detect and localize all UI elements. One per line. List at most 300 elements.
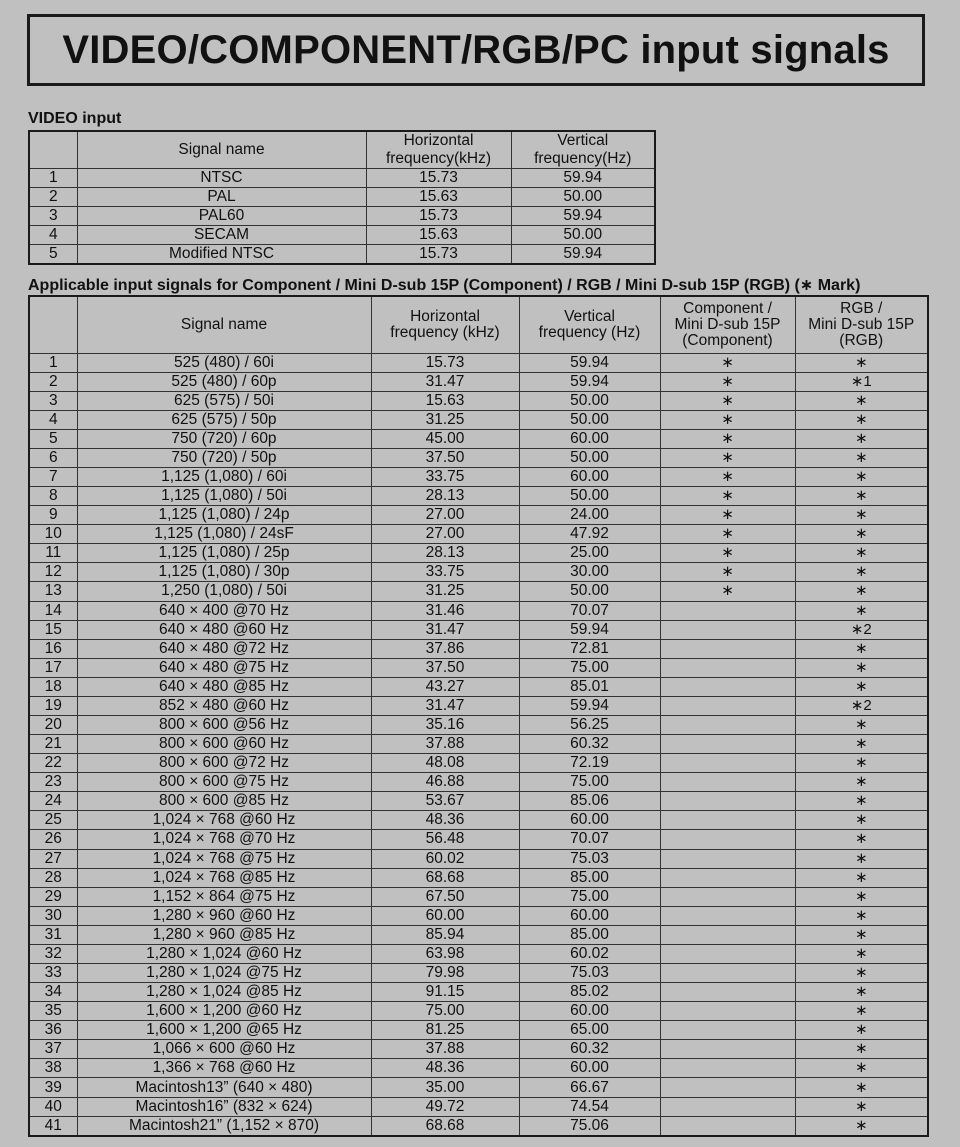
cell-signal-name: Macintosh16” (832 × 624) [77,1097,371,1116]
cell-no: 39 [29,1078,77,1097]
cell-component-mark [660,754,795,773]
header-no [29,131,77,169]
cell-component-mark [660,696,795,715]
cell-horizontal-frequency: 37.86 [371,639,519,658]
cell-rgb-mark: ∗ [795,964,928,983]
cell-vertical-frequency: 59.94 [519,620,660,639]
table-row [29,188,655,207]
table-row [29,715,928,734]
cell-signal-name: SECAM [77,226,366,245]
cell-component-mark [660,906,795,925]
cell-vertical-frequency: 59.94 [519,696,660,715]
cell-no: 36 [29,1021,77,1040]
cell-no: 20 [29,715,77,734]
cell-no: 5 [29,429,77,448]
cell-horizontal-frequency: 31.46 [371,601,519,620]
header-horizontal-frequency: Horizontal frequency (kHz) [371,296,519,353]
cell-signal-name: Modified NTSC [77,245,366,265]
cell-rgb-mark: ∗ [795,448,928,467]
cell-vertical-frequency: 60.00 [519,811,660,830]
cell-rgb-mark: ∗2 [795,696,928,715]
cell-signal-name: PAL60 [77,207,366,226]
cell-rgb-mark: ∗ [795,1021,928,1040]
cell-no: 17 [29,658,77,677]
table-row [29,391,928,410]
cell-vertical-frequency: 60.00 [519,429,660,448]
cell-vertical-frequency: 60.00 [519,467,660,486]
cell-horizontal-frequency: 31.47 [371,372,519,391]
cell-horizontal-frequency: 15.63 [366,188,511,207]
cell-vertical-frequency: 50.00 [511,188,655,207]
header-vertical-frequency: Vertical frequency (Hz) [519,296,660,353]
cell-no: 1 [29,353,77,372]
table-row [29,601,928,620]
cell-horizontal-frequency: 35.16 [371,715,519,734]
cell-component-mark [660,1021,795,1040]
cell-vertical-frequency: 59.94 [511,207,655,226]
cell-rgb-mark: ∗ [795,983,928,1002]
cell-no: 34 [29,983,77,1002]
cell-no: 38 [29,1059,77,1078]
table-row [29,448,928,467]
cell-vertical-frequency: 60.00 [519,906,660,925]
cell-rgb-mark: ∗ [795,811,928,830]
cell-vertical-frequency: 75.00 [519,887,660,906]
cell-horizontal-frequency: 49.72 [371,1097,519,1116]
cell-no: 26 [29,830,77,849]
cell-signal-name: 1,024 × 768 @75 Hz [77,849,371,868]
cell-component-mark: ∗ [660,544,795,563]
cell-horizontal-frequency: 68.68 [371,868,519,887]
cell-signal-name: 1,125 (1,080) / 60i [77,467,371,486]
cell-signal-name: 1,280 × 1,024 @75 Hz [77,964,371,983]
cell-horizontal-frequency: 68.68 [371,1116,519,1136]
cell-signal-name: 1,066 × 600 @60 Hz [77,1040,371,1059]
cell-no: 37 [29,1040,77,1059]
component-section-label: Applicable input signals for Component / Mini D-sub 15P (Component) / RGB / Mini D-sub 15P (RGB) (∗ Mark) [28,277,861,294]
cell-no: 32 [29,944,77,963]
cell-vertical-frequency: 50.00 [519,582,660,601]
cell-signal-name: 800 × 600 @60 Hz [77,735,371,754]
table-row [29,169,655,188]
table-row [29,525,928,544]
cell-vertical-frequency: 66.67 [519,1078,660,1097]
cell-signal-name: 1,600 × 1,200 @60 Hz [77,1002,371,1021]
cell-vertical-frequency: 65.00 [519,1021,660,1040]
table-row [29,487,928,506]
cell-component-mark: ∗ [660,372,795,391]
cell-vertical-frequency: 60.32 [519,1040,660,1059]
table-row [29,1116,928,1136]
cell-signal-name: PAL [77,188,366,207]
component-rgb-input-table [28,295,929,1137]
header-component: Component / Mini D-sub 15P (Component) [660,296,795,353]
cell-no: 22 [29,754,77,773]
cell-vertical-frequency: 60.02 [519,944,660,963]
cell-no: 24 [29,792,77,811]
cell-vertical-frequency: 85.01 [519,677,660,696]
cell-no: 13 [29,582,77,601]
cell-component-mark [660,658,795,677]
cell-horizontal-frequency: 15.73 [366,169,511,188]
cell-vertical-frequency: 74.54 [519,1097,660,1116]
table-row [29,410,928,429]
table-row [29,620,928,639]
cell-horizontal-frequency: 15.73 [366,245,511,265]
cell-component-mark: ∗ [660,429,795,448]
cell-signal-name: 1,280 × 960 @60 Hz [77,906,371,925]
table-row [29,1059,928,1078]
table-row [29,1040,928,1059]
cell-rgb-mark: ∗ [795,544,928,563]
cell-horizontal-frequency: 37.50 [371,658,519,677]
cell-component-mark [660,811,795,830]
cell-component-mark [660,639,795,658]
cell-vertical-frequency: 59.94 [511,169,655,188]
table-row [29,226,655,245]
cell-horizontal-frequency: 60.00 [371,906,519,925]
header-rgb: RGB / Mini D-sub 15P (RGB) [795,296,928,353]
table-row [29,353,928,372]
cell-horizontal-frequency: 45.00 [371,429,519,448]
cell-signal-name: Macintosh21” (1,152 × 870) [77,1116,371,1136]
table-row [29,983,928,1002]
cell-vertical-frequency: 50.00 [519,448,660,467]
cell-component-mark: ∗ [660,582,795,601]
cell-horizontal-frequency: 15.73 [371,353,519,372]
cell-rgb-mark: ∗ [795,429,928,448]
cell-horizontal-frequency: 63.98 [371,944,519,963]
cell-component-mark [660,773,795,792]
table-row [29,506,928,525]
cell-vertical-frequency: 85.00 [519,868,660,887]
cell-vertical-frequency: 59.94 [519,372,660,391]
cell-component-mark [660,925,795,944]
cell-rgb-mark: ∗ [795,601,928,620]
cell-horizontal-frequency: 60.02 [371,849,519,868]
cell-signal-name: 1,024 × 768 @85 Hz [77,868,371,887]
cell-rgb-mark: ∗ [795,487,928,506]
cell-horizontal-frequency: 79.98 [371,964,519,983]
table-row [29,1002,928,1021]
cell-vertical-frequency: 59.94 [511,245,655,265]
cell-signal-name: 800 × 600 @75 Hz [77,773,371,792]
cell-no: 31 [29,925,77,944]
cell-horizontal-frequency: 15.63 [371,391,519,410]
cell-vertical-frequency: 60.32 [519,735,660,754]
cell-component-mark [660,830,795,849]
cell-signal-name: NTSC [77,169,366,188]
page-title: VIDEO/COMPONENT/RGB/PC input signals [62,27,890,72]
cell-signal-name: 525 (480) / 60i [77,353,371,372]
cell-vertical-frequency: 75.00 [519,658,660,677]
cell-rgb-mark: ∗ [795,410,928,429]
cell-no: 10 [29,525,77,544]
cell-rgb-mark: ∗ [795,1078,928,1097]
cell-component-mark [660,964,795,983]
cell-horizontal-frequency: 85.94 [371,925,519,944]
header-no [29,296,77,353]
cell-vertical-frequency: 47.92 [519,525,660,544]
cell-vertical-frequency: 75.06 [519,1116,660,1136]
cell-signal-name: 1,125 (1,080) / 24sF [77,525,371,544]
video-section-label: VIDEO input [28,110,122,127]
table-row [29,887,928,906]
cell-no: 2 [29,188,77,207]
cell-horizontal-frequency: 81.25 [371,1021,519,1040]
cell-vertical-frequency: 50.00 [519,391,660,410]
cell-vertical-frequency: 72.81 [519,639,660,658]
cell-rgb-mark: ∗1 [795,372,928,391]
cell-component-mark [660,983,795,1002]
cell-no: 29 [29,887,77,906]
cell-horizontal-frequency: 43.27 [371,677,519,696]
cell-component-mark [660,715,795,734]
cell-vertical-frequency: 25.00 [519,544,660,563]
cell-horizontal-frequency: 31.25 [371,582,519,601]
table-row [29,1021,928,1040]
cell-component-mark: ∗ [660,487,795,506]
cell-horizontal-frequency: 48.08 [371,754,519,773]
cell-rgb-mark: ∗ [795,1097,928,1116]
cell-rgb-mark: ∗ [795,467,928,486]
cell-component-mark [660,601,795,620]
cell-rgb-mark: ∗ [795,830,928,849]
cell-horizontal-frequency: 91.15 [371,983,519,1002]
cell-component-mark [660,944,795,963]
cell-component-mark [660,1116,795,1136]
cell-horizontal-frequency: 35.00 [371,1078,519,1097]
cell-signal-name: 640 × 400 @70 Hz [77,601,371,620]
cell-no: 41 [29,1116,77,1136]
cell-signal-name: 525 (480) / 60p [77,372,371,391]
cell-no: 7 [29,467,77,486]
cell-component-mark: ∗ [660,410,795,429]
cell-signal-name: 1,280 × 1,024 @85 Hz [77,983,371,1002]
cell-horizontal-frequency: 28.13 [371,487,519,506]
table-row [29,582,928,601]
table-row [29,245,655,265]
header-signal-name: Signal name [77,131,366,169]
cell-rgb-mark: ∗ [795,715,928,734]
cell-rgb-mark: ∗ [795,925,928,944]
cell-horizontal-frequency: 33.75 [371,563,519,582]
cell-component-mark: ∗ [660,448,795,467]
cell-no: 3 [29,207,77,226]
cell-horizontal-frequency: 53.67 [371,792,519,811]
cell-rgb-mark: ∗ [795,1002,928,1021]
cell-vertical-frequency: 75.00 [519,773,660,792]
cell-vertical-frequency: 85.00 [519,925,660,944]
cell-signal-name: 1,125 (1,080) / 24p [77,506,371,525]
cell-vertical-frequency: 85.02 [519,983,660,1002]
table-row [29,735,928,754]
cell-no: 1 [29,169,77,188]
cell-signal-name: 640 × 480 @85 Hz [77,677,371,696]
table-row [29,677,928,696]
table-row [29,1078,928,1097]
header-vertical-frequency: Vertical frequency(Hz) [511,131,655,169]
cell-signal-name: 1,280 × 960 @85 Hz [77,925,371,944]
cell-rgb-mark: ∗ [795,887,928,906]
cell-vertical-frequency: 50.00 [511,226,655,245]
cell-rgb-mark: ∗ [795,677,928,696]
cell-signal-name: 750 (720) / 60p [77,429,371,448]
cell-horizontal-frequency: 31.47 [371,620,519,639]
cell-rgb-mark: ∗ [795,658,928,677]
table-row [29,207,655,226]
cell-component-mark [660,735,795,754]
cell-rgb-mark: ∗ [795,906,928,925]
cell-component-mark [660,1078,795,1097]
cell-rgb-mark: ∗ [795,582,928,601]
cell-no: 19 [29,696,77,715]
cell-signal-name: 1,600 × 1,200 @65 Hz [77,1021,371,1040]
cell-no: 14 [29,601,77,620]
cell-signal-name: 1,250 (1,080) / 50i [77,582,371,601]
cell-component-mark [660,1002,795,1021]
cell-signal-name: 800 × 600 @56 Hz [77,715,371,734]
cell-rgb-mark: ∗ [795,353,928,372]
table-header-row [29,131,655,169]
cell-vertical-frequency: 50.00 [519,487,660,506]
cell-rgb-mark: ∗2 [795,620,928,639]
cell-vertical-frequency: 75.03 [519,849,660,868]
cell-signal-name: 1,024 × 768 @60 Hz [77,811,371,830]
cell-rgb-mark: ∗ [795,1116,928,1136]
cell-signal-name: 800 × 600 @85 Hz [77,792,371,811]
cell-component-mark [660,1040,795,1059]
cell-no: 9 [29,506,77,525]
cell-no: 30 [29,906,77,925]
cell-signal-name: 1,152 × 864 @75 Hz [77,887,371,906]
cell-signal-name: 625 (575) / 50i [77,391,371,410]
cell-component-mark [660,868,795,887]
cell-signal-name: 852 × 480 @60 Hz [77,696,371,715]
table-row [29,639,928,658]
cell-component-mark: ∗ [660,467,795,486]
cell-rgb-mark: ∗ [795,391,928,410]
cell-component-mark [660,677,795,696]
cell-component-mark: ∗ [660,563,795,582]
cell-vertical-frequency: 85.06 [519,792,660,811]
cell-horizontal-frequency: 28.13 [371,544,519,563]
cell-signal-name: 1,024 × 768 @70 Hz [77,830,371,849]
table-row [29,849,928,868]
cell-vertical-frequency: 75.03 [519,964,660,983]
cell-vertical-frequency: 70.07 [519,601,660,620]
cell-component-mark: ∗ [660,506,795,525]
cell-no: 11 [29,544,77,563]
cell-rgb-mark: ∗ [795,735,928,754]
cell-no: 25 [29,811,77,830]
cell-horizontal-frequency: 15.73 [366,207,511,226]
cell-rgb-mark: ∗ [795,639,928,658]
table-row [29,773,928,792]
cell-horizontal-frequency: 75.00 [371,1002,519,1021]
cell-vertical-frequency: 72.19 [519,754,660,773]
cell-rgb-mark: ∗ [795,944,928,963]
cell-signal-name: 750 (720) / 50p [77,448,371,467]
cell-horizontal-frequency: 33.75 [371,467,519,486]
cell-component-mark [660,792,795,811]
cell-no: 33 [29,964,77,983]
table-row [29,925,928,944]
table-row [29,563,928,582]
cell-vertical-frequency: 60.00 [519,1059,660,1078]
cell-horizontal-frequency: 37.50 [371,448,519,467]
cell-signal-name: 625 (575) / 50p [77,410,371,429]
cell-rgb-mark: ∗ [795,792,928,811]
cell-horizontal-frequency: 48.36 [371,1059,519,1078]
table-row [29,964,928,983]
cell-horizontal-frequency: 67.50 [371,887,519,906]
page-title-box [27,14,925,86]
cell-no: 35 [29,1002,77,1021]
cell-no: 28 [29,868,77,887]
cell-rgb-mark: ∗ [795,773,928,792]
cell-no: 4 [29,410,77,429]
table-row [29,372,928,391]
cell-signal-name: Macintosh13” (640 × 480) [77,1078,371,1097]
cell-rgb-mark: ∗ [795,849,928,868]
cell-signal-name: 640 × 480 @75 Hz [77,658,371,677]
cell-horizontal-frequency: 56.48 [371,830,519,849]
cell-horizontal-frequency: 46.88 [371,773,519,792]
cell-no: 6 [29,448,77,467]
cell-rgb-mark: ∗ [795,868,928,887]
cell-no: 23 [29,773,77,792]
cell-rgb-mark: ∗ [795,525,928,544]
video-input-table [28,130,656,265]
cell-rgb-mark: ∗ [795,506,928,525]
cell-signal-name: 1,366 × 768 @60 Hz [77,1059,371,1078]
table-row [29,811,928,830]
table-row [29,906,928,925]
cell-no: 40 [29,1097,77,1116]
cell-no: 4 [29,226,77,245]
cell-no: 3 [29,391,77,410]
cell-horizontal-frequency: 27.00 [371,506,519,525]
cell-no: 5 [29,245,77,265]
cell-vertical-frequency: 30.00 [519,563,660,582]
cell-no: 21 [29,735,77,754]
cell-horizontal-frequency: 37.88 [371,735,519,754]
cell-signal-name: 800 × 600 @72 Hz [77,754,371,773]
table-row [29,467,928,486]
table-row [29,754,928,773]
cell-vertical-frequency: 24.00 [519,506,660,525]
cell-component-mark [660,849,795,868]
cell-vertical-frequency: 60.00 [519,1002,660,1021]
cell-rgb-mark: ∗ [795,563,928,582]
table-row [29,868,928,887]
cell-component-mark [660,1097,795,1116]
cell-rgb-mark: ∗ [795,1040,928,1059]
cell-component-mark [660,1059,795,1078]
table-row [29,830,928,849]
cell-horizontal-frequency: 48.36 [371,811,519,830]
table-row [29,944,928,963]
cell-signal-name: 640 × 480 @60 Hz [77,620,371,639]
cell-vertical-frequency: 56.25 [519,715,660,734]
table-row [29,429,928,448]
cell-signal-name: 1,280 × 1,024 @60 Hz [77,944,371,963]
table-row [29,696,928,715]
cell-no: 8 [29,487,77,506]
table-row [29,1097,928,1116]
cell-no: 2 [29,372,77,391]
